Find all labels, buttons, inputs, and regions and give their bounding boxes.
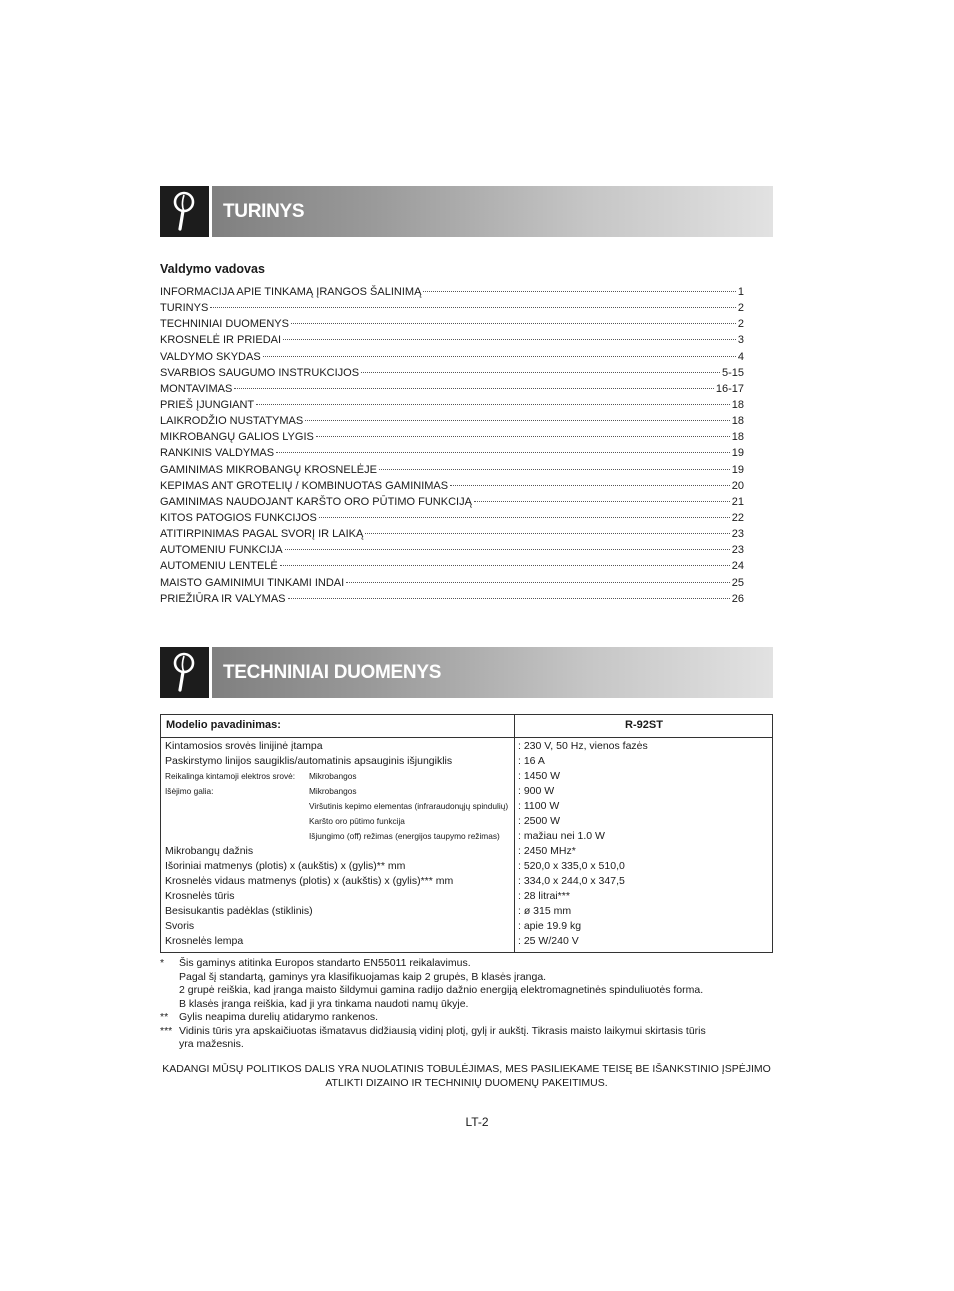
spec-value: : 230 V, 50 Hz, vienos fazės <box>518 740 648 752</box>
toc-row <box>160 480 744 496</box>
footnote-line: 2 grupė reiškia, kad įranga maisto šildymui gamina radijo dažnio energiją elektromagnetinės spinduliuotės forma. <box>179 984 704 996</box>
footnote-line: Gylis neapima durelių atidarymo rankenos. <box>179 1011 379 1023</box>
toc-label: TECHNINIAI DUOMENYS <box>160 318 289 331</box>
toc-page: 25 <box>731 576 744 589</box>
toc-label: INFORMACIJA APIE TINKAMĄ ĮRANGOS ŠALINIMĄ <box>160 286 422 298</box>
toc-page: 19 <box>731 447 744 460</box>
toc-leader <box>256 404 730 405</box>
toc-page: 22 <box>731 511 744 524</box>
toc-label: GAMINIMAS NAUDOJANT KARŠTO ORO PŪTIMO FUNKCIJĄ <box>160 495 472 508</box>
toc-label: PRIEŠ ĮJUNGIANT <box>160 398 255 411</box>
policy-line: KADANGI MŪSŲ POLITIKOS DALIS YRA NUOLATINIS TOBULĖJIMAS, MES PASILIEKAME TEISĘ BE IŠANKSTINIO ĮSPĖJIMO <box>162 1063 771 1075</box>
footnote-line: Pagal šį standartą, gaminys yra klasifikuojamas kaip 2 grupės, B klasės įranga. <box>179 970 547 983</box>
spec-value: : mažiau nei 1.0 W <box>518 830 605 842</box>
toc-label: MONTAVIMAS <box>160 382 233 395</box>
spec-value: : 16 A <box>518 755 545 767</box>
toc-leader <box>361 372 720 373</box>
spec-row <box>161 844 772 859</box>
toc-label: VALDYMO SKYDAS <box>160 350 261 363</box>
toc-leader <box>319 517 730 518</box>
toc-leader <box>379 469 730 470</box>
spec-row <box>161 904 772 919</box>
spec-label: Svoris <box>165 920 195 932</box>
toc-label: MAISTO GAMINIMUI TINKAMI INDAI <box>160 576 345 589</box>
policy-line: ATLIKTI DIZAINO IR TECHNINIŲ DUOMENŲ PAKEITIMUS. <box>325 1076 608 1089</box>
spec-sub-label: Išjungimo (off) režimas (energijos taupymo režimas) <box>309 831 500 841</box>
page-number: LT-2 <box>465 1115 489 1129</box>
spec-row <box>161 799 772 814</box>
magnifier-icon <box>172 191 196 231</box>
footnotes <box>160 957 780 1052</box>
toc-row <box>160 399 744 415</box>
spec-body <box>161 739 772 949</box>
info-icon-box <box>160 647 209 698</box>
spec-value: : 2450 MHz* <box>518 845 576 857</box>
footnote-line: B klasės įranga reiškia, kad ji yra tinkama naudoti namų ūkyje. <box>179 997 469 1010</box>
toc-row <box>160 512 744 528</box>
toc-leader <box>234 388 714 389</box>
spec-sub-label: Karšto oro pūtimo funkcija <box>309 816 405 826</box>
toc-label: PRIEŽIŪRA IR VALYMAS <box>160 592 286 605</box>
spec-value: : 900 W <box>518 785 555 797</box>
toc-page: 18 <box>731 398 744 411</box>
spec-label: Išoriniai matmenys (plotis) x (aukštis) x (gylis)** mm <box>165 860 406 872</box>
toc-label: TURINYS <box>160 302 209 315</box>
footnote-mark: ** <box>160 1011 169 1023</box>
info-icon-box <box>160 186 209 237</box>
toc-label: KROSNELĖ IR PRIEDAI <box>160 334 282 347</box>
toc-leader <box>276 452 730 453</box>
spec-row <box>161 934 772 949</box>
spec-value: : 2500 W <box>518 815 561 827</box>
toc-label: AUTOMENIU FUNKCIJA <box>160 544 283 557</box>
toc-leader <box>423 291 735 292</box>
toc-row <box>160 593 744 609</box>
spec-row <box>161 919 772 934</box>
toc-page: 24 <box>731 560 744 573</box>
toc-page: 20 <box>731 479 744 492</box>
spec-row <box>161 754 772 769</box>
spec-label: Kintamosios srovės linijinė įtampa <box>165 740 323 752</box>
toc-leader <box>305 420 730 421</box>
toc-label: RANKINIS VALDYMAS <box>160 447 275 460</box>
spec-label: Besisukantis padėklas (stiklinis) <box>165 905 313 917</box>
contents-title: TURINYS <box>223 201 305 222</box>
toc-label: ATITIRPINIMAS PAGAL SVORĮ IR LAIKĄ <box>160 528 364 541</box>
toc-page: 18 <box>731 415 744 428</box>
toc-leader <box>346 582 730 583</box>
toc-label: MIKROBANGŲ GALIOS LYGIS <box>160 431 314 444</box>
toc-page: 3 <box>737 334 744 347</box>
toc-row <box>160 431 744 447</box>
toc-page: 26 <box>731 592 744 605</box>
toc-row <box>160 367 744 383</box>
toc-leader <box>210 307 736 308</box>
banner-separator <box>209 186 212 237</box>
footnote-mark: * <box>160 957 165 969</box>
toc-row <box>160 528 744 544</box>
toc-label: LAIKRODŽIO NUSTATYMAS <box>160 415 304 428</box>
spec-table <box>160 714 773 953</box>
spec-row <box>161 829 772 844</box>
toc-label: KEPIMAS ANT GROTELIŲ / KOMBINUOTAS GAMINIMAS <box>160 479 449 492</box>
model-label: Modelio pavadinimas: <box>166 719 281 731</box>
toc-row <box>160 544 744 560</box>
spec-group-label: Išėjimo galia: <box>165 786 214 796</box>
footnote <box>160 957 780 1011</box>
toc-leader <box>280 565 730 566</box>
tech-title: TECHNINIAI DUOMENYS <box>223 662 442 683</box>
spec-sub-label: Viršutinis kepimo elementas (infraraudonųjų spindulių) <box>309 801 509 811</box>
toc-row <box>160 496 744 512</box>
toc-label: AUTOMENIU LENTELĖ <box>160 560 278 573</box>
spec-label: Mikrobangų dažnis <box>165 845 254 857</box>
toc-page: 19 <box>731 463 744 476</box>
toc-page: 2 <box>737 302 744 315</box>
toc-leader <box>263 356 736 357</box>
spec-value: : 1450 W <box>518 770 561 782</box>
spec-value: : ø 315 mm <box>518 905 572 917</box>
toc-page: 4 <box>737 350 744 363</box>
toc-page: 21 <box>731 495 744 508</box>
toc-row <box>160 302 744 318</box>
spec-row <box>161 739 772 754</box>
toc-page: 5-15 <box>721 366 744 379</box>
toc-leader <box>288 598 730 599</box>
footnote <box>160 1011 780 1025</box>
spec-value: : 334,0 x 244,0 x 347,5 <box>518 875 625 887</box>
spec-label: Krosnelės lempa <box>165 935 244 947</box>
spec-label: Krosnelės vidaus matmenys (plotis) x (aukštis) x (gylis)*** mm <box>165 875 454 887</box>
toc-subtitle: Valdymo vadovas <box>160 262 265 276</box>
footnote-line: Šis gaminys atitinka Europos standarto EN55011 reikalavimus. <box>179 957 471 969</box>
spec-group-label: Reikalinga kintamoji elektros srovė: <box>165 771 296 781</box>
toc-row <box>160 464 744 480</box>
toc-page: 16-17 <box>715 382 744 395</box>
spec-row <box>161 859 772 874</box>
toc-leader <box>283 339 736 340</box>
toc-leader <box>365 533 729 534</box>
spec-value: : apie 19.9 kg <box>518 920 582 932</box>
spec-value: : 520,0 x 335,0 x 510,0 <box>518 860 625 872</box>
toc-page: 18 <box>731 431 744 444</box>
toc-row <box>160 560 744 576</box>
spec-row <box>161 784 772 799</box>
table-of-contents <box>160 286 744 609</box>
tech-banner <box>160 647 773 698</box>
toc-label: KITOS PATOGIOS FUNKCIJOS <box>160 511 317 524</box>
spec-sub-label: Mikrobangos <box>309 771 357 781</box>
toc-row <box>160 351 744 367</box>
spec-row <box>161 874 772 889</box>
toc-leader <box>316 436 730 437</box>
spec-row <box>161 814 772 829</box>
toc-leader <box>285 549 730 550</box>
toc-page: 2 <box>737 318 744 331</box>
toc-row <box>160 334 744 350</box>
toc-leader <box>450 485 730 486</box>
model-value: R-92ST <box>625 719 663 731</box>
toc-page: 23 <box>731 528 744 541</box>
toc-row <box>160 318 744 334</box>
toc-row <box>160 383 744 399</box>
footnote-mark: *** <box>160 1024 173 1037</box>
footnote-line: Vidinis tūris yra apskaičiuotas išmatavus didžiausią vidinį plotį, gylį ir aukštį. Tikrasis maisto laikymui skirtasis tūris <box>179 1024 706 1037</box>
spec-row <box>161 889 772 904</box>
spec-header <box>161 715 772 738</box>
magnifier-icon <box>172 652 196 692</box>
toc-page: 1 <box>737 286 744 298</box>
contents-banner <box>160 186 773 237</box>
footnote <box>160 1025 780 1052</box>
toc-row <box>160 286 744 302</box>
toc-row <box>160 447 744 463</box>
toc-row <box>160 577 744 593</box>
policy-notice <box>160 1063 773 1090</box>
banner-separator <box>209 647 212 698</box>
spec-value: : 25 W/240 V <box>518 935 579 947</box>
toc-label: SVARBIOS SAUGUMO INSTRUKCIJOS <box>160 366 360 379</box>
toc-leader <box>291 323 736 324</box>
toc-label: GAMINIMAS MIKROBANGŲ KROSNELĖJE <box>160 463 377 476</box>
spec-value: : 1100 W <box>518 800 560 812</box>
spec-label: Paskirstymo linijos saugiklis/automatinis apsauginis išjungiklis <box>165 755 453 767</box>
spec-sub-label: Mikrobangos <box>309 786 357 796</box>
spec-label: Krosnelės tūris <box>165 890 235 902</box>
footnote-line: yra mažesnis. <box>179 1038 244 1050</box>
toc-page: 23 <box>731 544 744 557</box>
spec-value: : 28 litrai*** <box>518 890 570 902</box>
toc-leader <box>474 501 730 502</box>
spec-row <box>161 769 772 784</box>
toc-row <box>160 415 744 431</box>
